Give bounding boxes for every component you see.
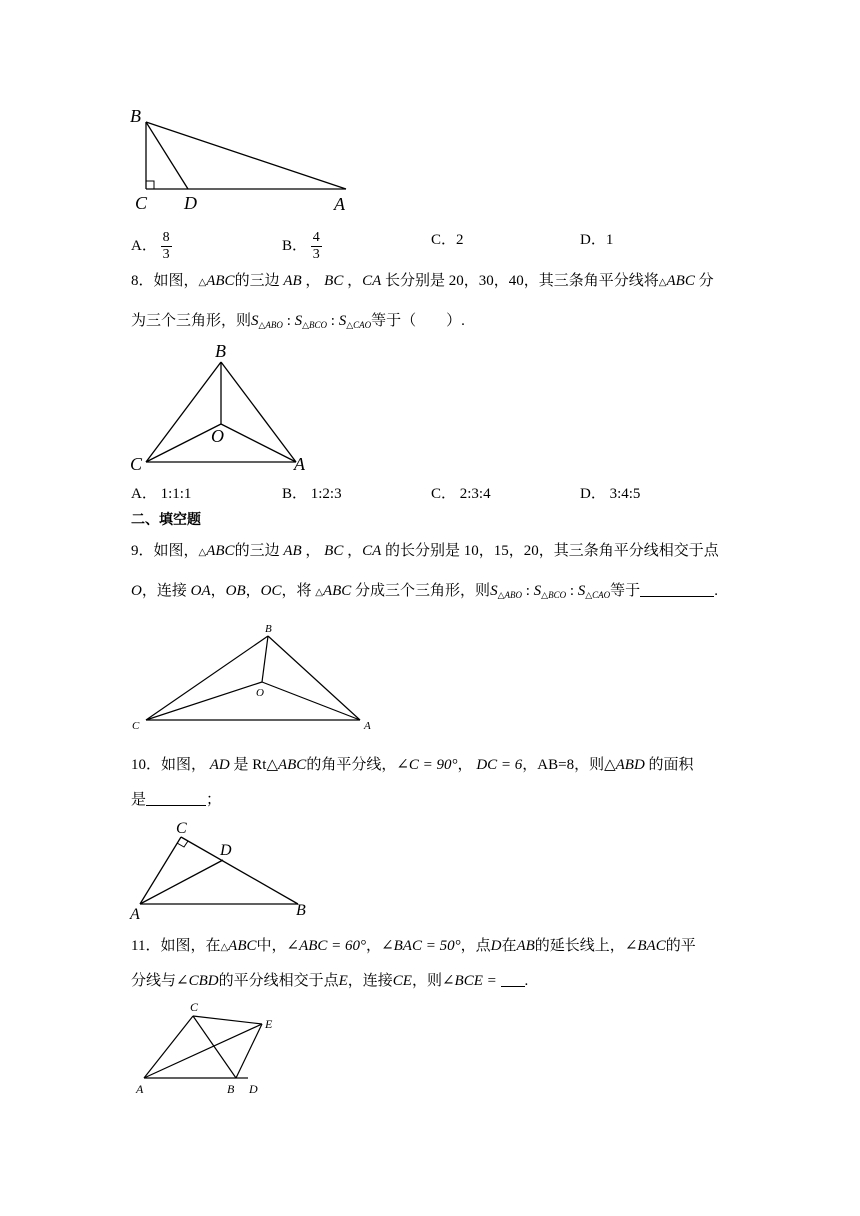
label-b: B [130, 106, 141, 126]
label-d: D [184, 193, 197, 213]
label-a: A [130, 906, 140, 920]
q9-figure [126, 620, 386, 735]
q8-option-d[interactable]: D． 3:4:5 [580, 486, 641, 502]
q9-answer-blank[interactable] [640, 582, 714, 597]
q7-option-b[interactable]: B． $\frac{4}{3}$ [282, 230, 320, 262]
label-c: C [176, 820, 187, 837]
label-o: O [256, 687, 264, 699]
q8-option-a[interactable]: A． 1:1:1 [131, 486, 192, 502]
label-e: E [265, 1017, 273, 1031]
q7-figure [126, 102, 366, 222]
q10-line-1: 10．如图， AD 是 Rt△ABC的角平分线，∠C = 90°， DC = 6，AB=8，则△ABD 的面积 [131, 757, 694, 773]
q11-answer-blank[interactable] [501, 972, 525, 987]
label-d: D [249, 1082, 258, 1096]
q8-option-c[interactable]: C． 2:3:4 [431, 486, 491, 502]
label-o: O [211, 426, 224, 446]
q7-option-c[interactable]: C．2 [431, 232, 464, 248]
label-a: A [136, 1082, 144, 1096]
label-a: A [364, 720, 371, 732]
q11-line-2: 分线与∠CBD的平分线相交于点E，连接CE，则∠BCE = . [131, 973, 529, 989]
label-a: A [294, 454, 305, 474]
label-b: B [227, 1082, 235, 1096]
q8-line-2: 为三个三角形，则$S_{\triangle ABO}$ : $S_{\triangle BCO}$ : $S_{\triangle CAO}$等于（ ）. [131, 313, 465, 330]
label-b: B [215, 341, 226, 361]
label-b: B [265, 623, 272, 635]
q9-line-2: O，连接 OA，OB，OC，将 △ABC 分成三个三角形，则$S_{\triangle ABO}$ : $S_{\triangle BCO}$ : $S_{\triangle CAO}$等于 . [131, 583, 718, 600]
label-a: A [334, 194, 345, 214]
q8-figure [126, 338, 326, 478]
label-c: C [190, 1000, 199, 1014]
label-c: C [132, 720, 140, 732]
q10-figure [126, 815, 326, 920]
q7-option-d[interactable]: D．1 [580, 232, 614, 248]
q11-line-1: 11．如图，在△ABC中，∠ABC = 60°，∠BAC = 50°，点D在AB的延长线上，∠BAC的平 [131, 938, 696, 954]
label-d: D [220, 842, 232, 859]
q8-line-1: 8．如图，△ABC的三边 AB ， BC ，CA 长分别是 20，30，40，其三条角平分线将△ABC 分 [131, 273, 714, 289]
label-c: C [135, 193, 148, 213]
q9-line-1: 9．如图，△ABC的三边 AB ， BC ，CA 的长分别是 10，15，20，其三条角平分线相交于点 [131, 543, 719, 559]
label-b: B [296, 902, 306, 919]
q10-answer-blank[interactable] [146, 791, 206, 806]
label-c: C [130, 454, 143, 474]
q8-option-b[interactable]: B． 1:2:3 [282, 486, 342, 502]
q7-option-a[interactable]: A． $\frac{8}{3}$ [131, 230, 170, 262]
section-title: 二、填空题 [131, 512, 201, 528]
q10-line-2: 是 ； [131, 792, 222, 808]
q11-figure [126, 998, 286, 1098]
